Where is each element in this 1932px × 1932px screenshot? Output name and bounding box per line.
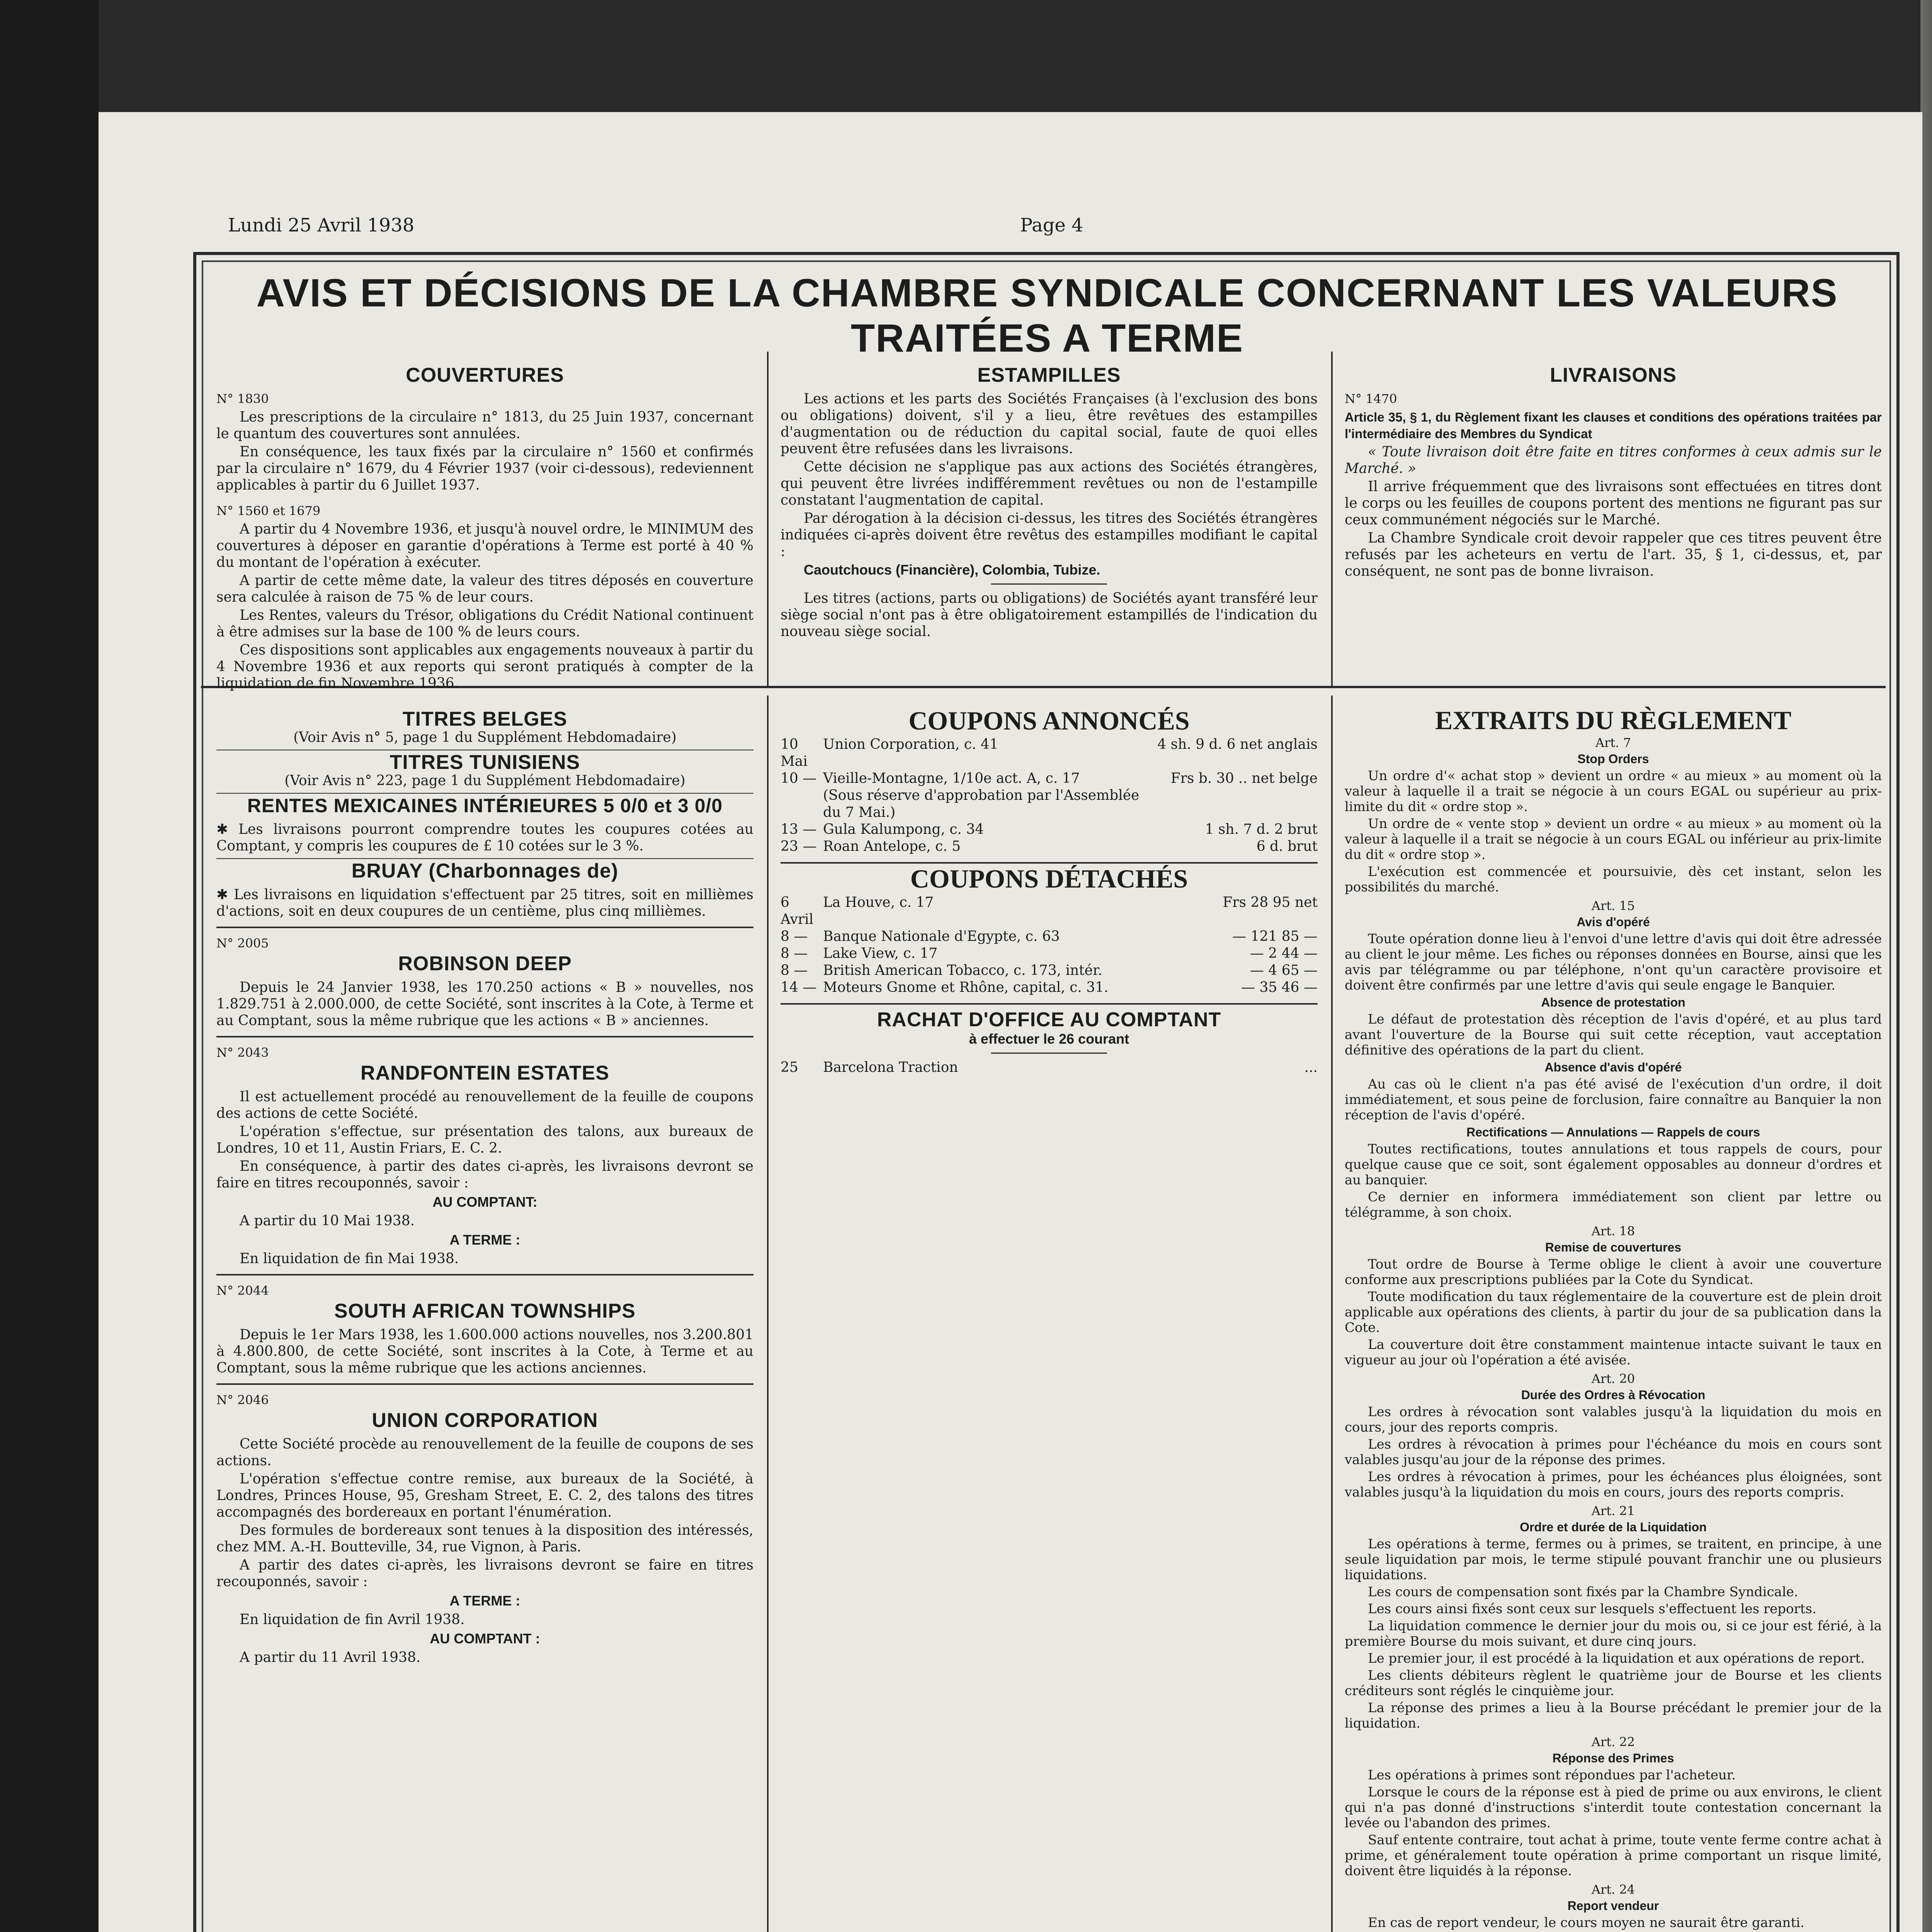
paragraph: Cette Société procède au renouvellement de la feuille de coupons de ses actions.: [216, 1436, 753, 1469]
subheading: A TERME :: [449, 1232, 520, 1248]
item-t: La Houve, c. 17: [823, 895, 934, 910]
coupons-annonces-list: [781, 736, 1318, 855]
column-divider: [767, 352, 769, 686]
page-header: [228, 214, 1893, 242]
livraisons-heading: LIVRAISONS: [1550, 364, 1677, 386]
paragraph: Cette décision ne s'applique pas aux actions des Sociétés étrangères, qui peuvent être livrées indifféremment revêtues ou non de l'estampille constatant l'augmentation de capital.: [781, 459, 1318, 508]
article-number: Art. 21: [1591, 1503, 1635, 1518]
paragraph: L'exécution est commencée et poursuivie, dès cet instant, selon les possibilités du marché.: [1345, 864, 1882, 895]
randfontein-heading: RANDFONTEIN ESTATES: [361, 1062, 609, 1084]
article-heading: Avis d'opéré: [1577, 915, 1650, 929]
divider: [991, 1053, 1107, 1054]
item-t: Banque Nationale d'Egypte, c. 63: [823, 929, 1060, 944]
paragraph: Lorsque le cours de la réponse est à pied de prime ou aux environs, le client qui n'a pas donné d'instructions s'interdit toute contestation concernant la levée ou l'abandon des primes.: [1345, 1784, 1882, 1831]
coupons-detaches-heading: COUPONS DÉTACHÉS: [910, 864, 1188, 893]
divider: [216, 793, 753, 794]
paragraph: Les Rentes, valeurs du Trésor, obligations du Crédit National continuent à être admises sur la base de 100 % de leurs cours.: [216, 607, 753, 640]
paragraph: Tout ordre de Bourse à Terme oblige le client à avoir une couverture conforme aux prescriptions publiées par la Cote du Syndicat.: [1345, 1257, 1882, 1287]
item-label: Barcelona Traction: [823, 1060, 958, 1075]
item-r: — 2 44 —: [1250, 946, 1318, 961]
paragraph: La réponse des primes a lieu à la Bourse précédant le premier jour de la liquidation.: [1345, 1700, 1882, 1731]
paragraph: A partir du 4 Novembre 1936, et jusqu'à nouvel ordre, le MINIMUM des couvertures à déposer en garantie d'opérations à Terme est porté à 40 % du montant de l'opération à exécuter.: [216, 521, 753, 570]
paragraph: Toute opération donne lieu à l'envoi d'une lettre d'avis qui doit être adressée au client le jour même. Les fiches ou réponses données en Bourse, ainsi que les avis par télégramme ou par téléphone, n'ont qu'un caractère provisoire et doivent être confirmés par une lettre d'avis qui seule engage le Banquier.: [1345, 931, 1882, 993]
coupons-annonces-heading: COUPONS ANNONCÉS: [908, 706, 1190, 735]
divider: [216, 1036, 753, 1037]
paragraph: Les cours ainsi fixés sont ceux sur lesquels s'effectuent les reports.: [1368, 1601, 1816, 1617]
paragraph: A partir des dates ci-après, les livraisons devront se faire en titres recouponnés, savoir :: [216, 1557, 753, 1590]
item-r: 1 sh. 7 d. 2 brut: [1205, 821, 1318, 837]
paragraph: Article 35, § 1, du Règlement fixant les clauses et conditions des opérations traitées par l'intermédiaire des Membres du Syndicat: [1345, 410, 1882, 441]
item-r: [1140, 787, 1318, 821]
article-heading: Report vendeur: [1567, 1899, 1659, 1913]
left-column: [216, 707, 753, 1667]
divider: [216, 1274, 753, 1276]
titres-tunisiens-note: (Voir Avis n° 223, page 1 du Supplément Hebdomadaire): [284, 773, 685, 789]
item-t: Lake View, c. 17: [823, 946, 938, 961]
item-t: Vieille-Montagne, 1/10e act. A, c. 17: [823, 770, 1080, 786]
right-column: [1345, 707, 1882, 1932]
notice-number: N° 2046: [216, 1393, 269, 1407]
column-divider: [1331, 696, 1333, 1932]
paragraph: Le premier jour, il est procédé à la liquidation et aux opérations de report.: [1368, 1651, 1865, 1666]
item-t: Union Corporation, c. 41: [823, 736, 998, 752]
paragraph: Par dérogation à la décision ci-dessus, les titres des Sociétés étrangères indiquées ci-après doivent être revêtus des estampilles modifiant le capital :: [781, 510, 1318, 560]
paragraph: Un ordre de « vente stop » devient un ordre « au mieux » au moment où la valeur à laquelle il a trait se négocie à un cours EGAL ou inférieur au prix-limite du dit « ordre stop ».: [1345, 816, 1882, 862]
titres-belges-note: (Voir Avis n° 5, page 1 du Supplément Hebdomadaire): [293, 730, 677, 745]
paragraph: A partir du 11 Avril 1938.: [240, 1650, 421, 1665]
paragraph: En cas de report vendeur, le cours moyen ne saurait être garanti.: [1368, 1915, 1804, 1930]
section-couvertures: [216, 363, 753, 693]
list-item: [781, 838, 1318, 855]
list-item: [781, 736, 1318, 770]
article-number: Art. 22: [1591, 1735, 1635, 1749]
item-d: 8 —: [781, 946, 808, 961]
article-heading: Absence d'avis d'opéré: [1544, 1060, 1682, 1074]
rentes-mexicaines-heading: RENTES MEXICAINES INTÉRIEURES 5 0/0 et 3 0/0: [247, 795, 723, 816]
column-divider: [1331, 352, 1333, 686]
paragraph: Les actions et les parts des Sociétés Françaises (à l'exclusion des bons ou obligations) doivent, s'il y a lieu, être revêtues des estampilles d'augmentation ou de réduction du capital social, faute de quoi elles peuvent être refusées dans les livraisons.: [781, 391, 1318, 457]
paragraph: Depuis le 1er Mars 1938, les 1.600.000 actions nouvelles, nos 3.200.801 à 4.800.800, de cette Société, sont inscrites à la Cote, à Terme et au Comptant, sous la même rubrique que les actions anciennes.: [216, 1327, 753, 1376]
paragraph: Ce dernier en informera immédiatement son client par lettre ou télégramme, à son choix.: [1345, 1189, 1882, 1220]
paragraph: En conséquence, à partir des dates ci-après, les livraisons devront se faire en titres recouponnés, savoir :: [216, 1158, 753, 1191]
notice-number: N° 2043: [216, 1045, 269, 1060]
article-heading: Réponse des Primes: [1552, 1751, 1674, 1765]
article-heading: Stop Orders: [1577, 752, 1649, 766]
titres-tunisiens-heading: TITRES TUNISIENS: [389, 751, 580, 774]
subheading: A TERME :: [449, 1593, 520, 1609]
coupons-detaches-list: [781, 894, 1318, 996]
notice-number: N° 1560 et 1679: [216, 503, 321, 518]
item-date: 25: [781, 1060, 798, 1075]
article-heading: Rectifications — Annulations — Rappels de cours: [1466, 1125, 1760, 1139]
list-item: [781, 821, 1318, 838]
section-livraisons: [1345, 363, 1882, 581]
bruay-heading: BRUAY (Charbonnages de): [351, 860, 619, 882]
divider: [216, 1383, 753, 1385]
list-item: [781, 928, 1318, 945]
article-heading: Remise de couvertures: [1545, 1240, 1682, 1254]
divider: [216, 927, 753, 928]
paragraph: Les clients débiteurs règlent le quatrième jour de Bourse et les clients créditeurs sont réglés le cinquième jour.: [1345, 1668, 1882, 1699]
item-d: 10 —: [781, 770, 817, 786]
paragraph: En conséquence, les taux fixés par la circulaire n° 1560 et confirmés par la circulaire n° 1679, du 4 Février 1937 (voir ci-dessous), redeviennent applicables à partir du 6 Juillet 1937.: [216, 444, 753, 493]
item-r: Frs 28 95 net: [1223, 895, 1318, 910]
paragraph: Il arrive fréquemment que des livraisons sont effectuées en titres dont le corps ou les feuilles de coupons portent des mentions ne figurant pas sur ceux communément négociés sur le Marché.: [1345, 479, 1882, 528]
paragraph: La liquidation commence le dernier jour du mois ou, si ce jour est férié, à la première Bourse du mois suivant, et dure cinq jours.: [1345, 1618, 1882, 1649]
paragraph: En liquidation de fin Mai 1938.: [240, 1251, 459, 1267]
divider: [781, 1003, 1318, 1005]
paragraph: L'opération s'effectue contre remise, aux bureaux de la Société, à Londres, Princes House, 95, Gresham Street, E. C. 2, des talons des titres accompagnés des bordereaux en portant l'énumération.: [216, 1471, 753, 1520]
notice-number: N° 2005: [216, 936, 269, 951]
paragraph: A partir du 10 Mai 1938.: [240, 1213, 415, 1229]
notice-number: N° 2044: [216, 1283, 269, 1298]
item-r: — 4 65 —: [1250, 963, 1318, 978]
estampilles-heading: ESTAMPILLES: [977, 364, 1121, 386]
header-page-number: Page 4: [1020, 214, 1083, 236]
item-d: 10 Mai: [781, 736, 808, 769]
article-number: Art. 18: [1591, 1224, 1635, 1238]
section-estampilles: [781, 363, 1318, 641]
item-d: [781, 787, 823, 821]
extraits-heading: EXTRAITS DU RÈGLEMENT: [1435, 706, 1791, 735]
paragraph: A partir de cette même date, la valeur des titres déposés en couverture sera calculée à raison de 75 % de leur cours.: [216, 573, 753, 605]
list-item: [781, 894, 1318, 928]
article-number: Art. 20: [1591, 1371, 1635, 1386]
paragraph: La Chambre Syndicale croit devoir rappeler que ces titres peuvent être refusés par les acheteurs en vertu de l'art. 35, § 1, ci-dessus, et, par conséquent, ne sont pas de bonne livraison.: [1345, 530, 1882, 579]
item-r: — 35 46 —: [1241, 980, 1318, 995]
scan-left-edge: [0, 0, 99, 1932]
item-r: 6 d. brut: [1256, 838, 1318, 854]
paragraph: Un ordre d'« achat stop » devient un ordre « au mieux » au moment où la valeur à laquelle il a trait se négocie à un cours EGAL ou supérieur au prix-limite du dit « ordre stop ».: [1345, 768, 1882, 815]
couvertures-heading: COUVERTURES: [406, 364, 564, 386]
list-item: [781, 1059, 1318, 1076]
paragraph: Les ordres à révocation à primes pour l'échéance du mois en cours sont valables jusqu'au jour de la réponse des primes.: [1345, 1437, 1882, 1468]
article-number: Art. 7: [1595, 735, 1631, 750]
paragraph: Toutes rectifications, toutes annulations et tous rappels de cours, pour quelque cause que ce soit, sont également opposables au donneur d'ordres et au banquier.: [1345, 1141, 1882, 1188]
divider: [781, 862, 1318, 864]
item-d: 6 Avril: [781, 895, 814, 927]
list-item: [781, 787, 1318, 821]
robinson-deep-heading: ROBINSON DEEP: [398, 952, 572, 975]
item-t: Roan Antelope, c. 5: [823, 838, 961, 854]
item-r: Frs b. 30 .. net belge: [1170, 770, 1318, 786]
paragraph: La couverture doit être constamment maintenue intacte suivant le taux en vigueur au jour où l'opération a été avisée.: [1345, 1337, 1882, 1368]
titres-belges-heading: TITRES BELGES: [402, 708, 568, 730]
paragraph: Des formules de bordereaux sont tenues à la disposition des intéressés, chez MM. A.-H. Boutteville, 34, rue Vignon, à Paris.: [216, 1522, 753, 1555]
article-number: Art. 15: [1591, 898, 1635, 913]
item-t: Moteurs Gnome et Rhône, capital, c. 31.: [823, 980, 1109, 995]
article-heading: Ordre et durée de la Liquidation: [1520, 1520, 1707, 1534]
item-t: (Sous réserve d'approbation par l'Assemblée du 7 Mai.): [823, 787, 1139, 820]
notice-number: N° 1470: [1345, 391, 1397, 406]
item-d: 13 —: [781, 821, 817, 837]
paragraph: Les cours de compensation sont fixés par la Chambre Syndicale.: [1368, 1584, 1798, 1600]
notice-number: N° 1830: [216, 391, 269, 406]
paragraph: Caoutchoucs (Financière), Colombia, Tubize.: [804, 562, 1100, 578]
paragraph: En liquidation de fin Avril 1938.: [240, 1612, 465, 1628]
item-d: 8 —: [781, 963, 808, 978]
paragraph: Toute modification du taux réglementaire de la couverture est de plein droit applicable aux opérations des clients, à partir du jour de sa publication dans la Cote.: [1345, 1289, 1882, 1335]
rachat-heading: RACHAT D'OFFICE AU COMPTANT: [877, 1009, 1221, 1031]
paragraph: L'opération s'effectue, sur présentation des talons, aux bureaux de Londres, 10 et 11, Austin Friars, E. C. 2.: [216, 1124, 753, 1156]
item-d: 8 —: [781, 929, 808, 944]
item-t: Gula Kalumpong, c. 34: [823, 821, 984, 837]
subheading: AU COMPTANT :: [430, 1631, 540, 1646]
divider: [991, 583, 1107, 585]
item-d: 23 —: [781, 838, 817, 854]
subheading: AU COMPTANT:: [432, 1194, 537, 1210]
item-r: — 121 85 —: [1232, 929, 1318, 944]
paragraph: Au cas où le client n'a pas été avisé de l'exécution d'un ordre, il doit immédiatement, et sous peine de forclusion, faire connaître au Banquier la non réception de l'avis d'opéré.: [1345, 1077, 1882, 1123]
article-heading: Durée des Ordres à Révocation: [1521, 1388, 1706, 1402]
list-item: [781, 979, 1318, 996]
item-r: 4 sh. 9 d. 6 net anglais: [1157, 736, 1318, 752]
divider: [216, 858, 753, 859]
paragraph: ✱ Les livraisons en liquidation s'effectuent par 25 titres, soit en millièmes d'actions, soit en deux coupures de un centième, plus cinq millièmes.: [216, 887, 753, 919]
article-heading: Absence de protestation: [1541, 995, 1685, 1009]
column-divider: [767, 696, 769, 1932]
middle-column: [781, 707, 1318, 1076]
article-number: Art. 24: [1591, 1882, 1635, 1897]
paragraph: ✱ Les livraisons pourront comprendre toutes les coupures cotées au Comptant, y compris les coupures de £ 10 cotées sur le 3 %.: [216, 821, 753, 854]
paragraph: Les ordres à révocation à primes, pour les échéances plus éloignées, sont valables jusqu'à la liquidation du mois en cours, jours des reports compris.: [1345, 1469, 1882, 1500]
header-date: Lundi 25 Avril 1938: [228, 214, 415, 236]
item-d: 14 —: [781, 980, 817, 995]
item-t: British American Tobacco, c. 173, intér.: [823, 963, 1102, 978]
paragraph: Les prescriptions de la circulaire n° 1813, du 25 Juin 1937, concernant le quantum des couvertures sont annulées.: [216, 409, 753, 442]
list-item: [781, 962, 1318, 979]
paragraph: Le défaut de protestation dès réception de l'avis d'opéré, et au plus tard avant l'ouverture de la Bourse qui suit cette réception, vaut acceptation définitive des opérations de la part du client.: [1345, 1012, 1882, 1058]
rachat-subheading: à effectuer le 26 courant: [969, 1031, 1129, 1047]
south-african-heading: SOUTH AFRICAN TOWNSHIPS: [334, 1300, 636, 1322]
paragraph: Les opérations à terme, fermes ou à primes, se traitent, en principe, à une seule liquidation par mois, le terme stipulé pouvant franchir une ou plusieurs liquidations.: [1345, 1536, 1882, 1583]
paragraph: Les ordres à révocation sont valables jusqu'à la liquidation du mois en cours, jour des reports compris.: [1345, 1404, 1882, 1435]
page-title: AVIS ET DÉCISIONS DE LA CHAMBRE SYNDICALE CONCERNANT LES VALEURS TRAITÉES A TERME: [256, 271, 1838, 360]
item-value: ...: [1304, 1060, 1318, 1075]
paragraph: « Toute livraison doit être faite en titres conformes à ceux admis sur le Marché. »: [1345, 444, 1882, 476]
paragraph: Sauf entente contraire, tout achat à prime, toute vente ferme contre achat à prime, et généralement toute opération à prime comportant un risque limité, doivent être liquidés à la réponse.: [1345, 1832, 1882, 1879]
paragraph: Depuis le 24 Janvier 1938, les 170.250 actions « B » nouvelles, nos 1.829.751 à 2.000.000, de cette Société, sont inscrites à la Cote, à Terme et au Comptant, sous la même rubrique que les actions « B » anciennes.: [216, 980, 753, 1029]
paragraph: Il est actuellement procédé au renouvellement de la feuille de coupons des actions de cette Société.: [216, 1089, 753, 1121]
paragraph: Les titres (actions, parts ou obligations) de Sociétés ayant transféré leur siège social n'ont pas à être obligatoirement estampillés de l'indication du nouveau siège social.: [781, 590, 1318, 639]
list-item: [781, 945, 1318, 962]
paragraph: Ces dispositions sont applicables aux engagements nouveaux à partir du 4 Novembre 1936 et aux reports qui seront pratiqués à compter de la liquidation de fin Novembre 1936.: [216, 642, 753, 691]
list-item: [781, 770, 1318, 787]
union-corporation-heading: UNION CORPORATION: [372, 1409, 598, 1432]
paragraph: Les opérations à primes sont répondues par l'acheteur.: [1368, 1767, 1736, 1783]
